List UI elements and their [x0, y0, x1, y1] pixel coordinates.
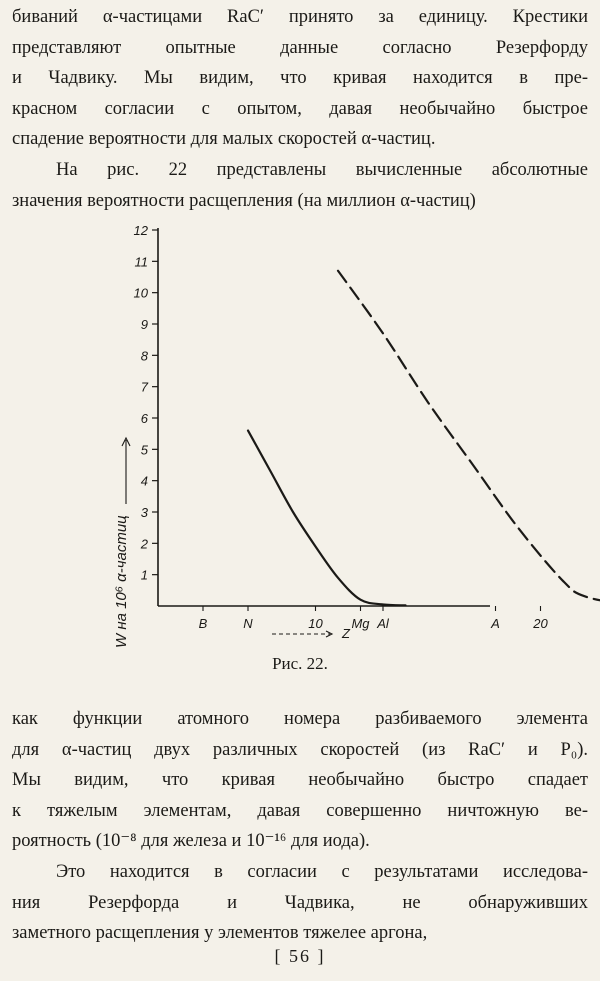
text-line: красном согласии с опытом, давая необычайно быстрое: [12, 98, 588, 119]
y-tick-label: 7: [140, 379, 148, 395]
chart-curves: [248, 271, 600, 606]
figure-caption: Рис. 22.: [272, 654, 328, 673]
y-tick-label: 8: [140, 348, 148, 364]
x-tick-label: 20: [533, 616, 548, 631]
y-axis-ticks: [134, 223, 158, 583]
bottom-paragraphs: [12, 704, 588, 949]
y-tick-label: 10: [133, 285, 148, 301]
text-line: заметного расщепления у элементов тяжелее аргона,: [12, 923, 428, 944]
text-line: представляют опытные данные согласно Резерфорду: [12, 37, 588, 58]
solid-curve: [248, 431, 406, 606]
text-line: для α-частиц двух различных скоростей (из RaC′ и P₀).: [12, 739, 588, 760]
text-line: и Чадвику. Мы видим, что кривая находится в пре-: [12, 68, 588, 89]
y-tick-label: 2: [140, 536, 148, 552]
x-axis-label: Z: [342, 626, 350, 641]
text-line: ния Резерфорда и Чадвика, не обнаруживших: [12, 892, 588, 913]
y-tick-label: 3: [140, 505, 148, 520]
dashed-curve: [338, 271, 600, 606]
y-tick-label: 1: [140, 567, 148, 583]
page-number: [ 56 ]: [274, 946, 326, 966]
y-tick-label: 5: [140, 442, 148, 458]
x-tick-label: 10: [308, 616, 323, 631]
x-axis-ticks: [199, 606, 600, 631]
chart-axes: [122, 228, 490, 637]
y-tick-label: 11: [134, 254, 148, 270]
top-paragraphs: [12, 2, 588, 216]
text-line: Это находится в согласии с результатами исследова-: [56, 861, 588, 882]
x-tick-label: B: [198, 616, 208, 631]
y-tick-label: 9: [140, 317, 148, 332]
text-line: значения вероятности расщепления (на миллион α-частиц): [12, 190, 476, 211]
figure-22-chart: [0, 218, 600, 648]
y-tick-label: 4: [140, 473, 148, 489]
y-tick-label: 12: [133, 223, 148, 238]
text-line: к тяжелым элементам, давая совершенно ничтожную ве-: [12, 800, 588, 821]
text-line: Мы видим, что кривая необычайно быстро спадает: [12, 770, 588, 791]
x-tick-label: Mg: [351, 616, 370, 631]
text-line: как функции атомного номера разбиваемого элемента: [12, 709, 588, 729]
y-tick-label: 6: [140, 411, 148, 426]
text-line: роятность (10⁻⁸ для железа и 10⁻¹⁶ для иода).: [12, 831, 370, 852]
y-axis-label: W на 10⁶ α-частиц: [113, 515, 130, 648]
x-tick-label: Al: [377, 616, 389, 631]
x-tick-label: A: [491, 616, 500, 631]
x-tick-label: N: [243, 616, 253, 631]
text-line: спадение вероятности для малых скоростей α-частиц.: [12, 129, 436, 150]
text-line: бивaний α-частицами RaC′ принято за единицу. Крестики: [12, 7, 588, 27]
text-line: На рис. 22 представлены вычисленные абсолютные: [56, 159, 588, 180]
